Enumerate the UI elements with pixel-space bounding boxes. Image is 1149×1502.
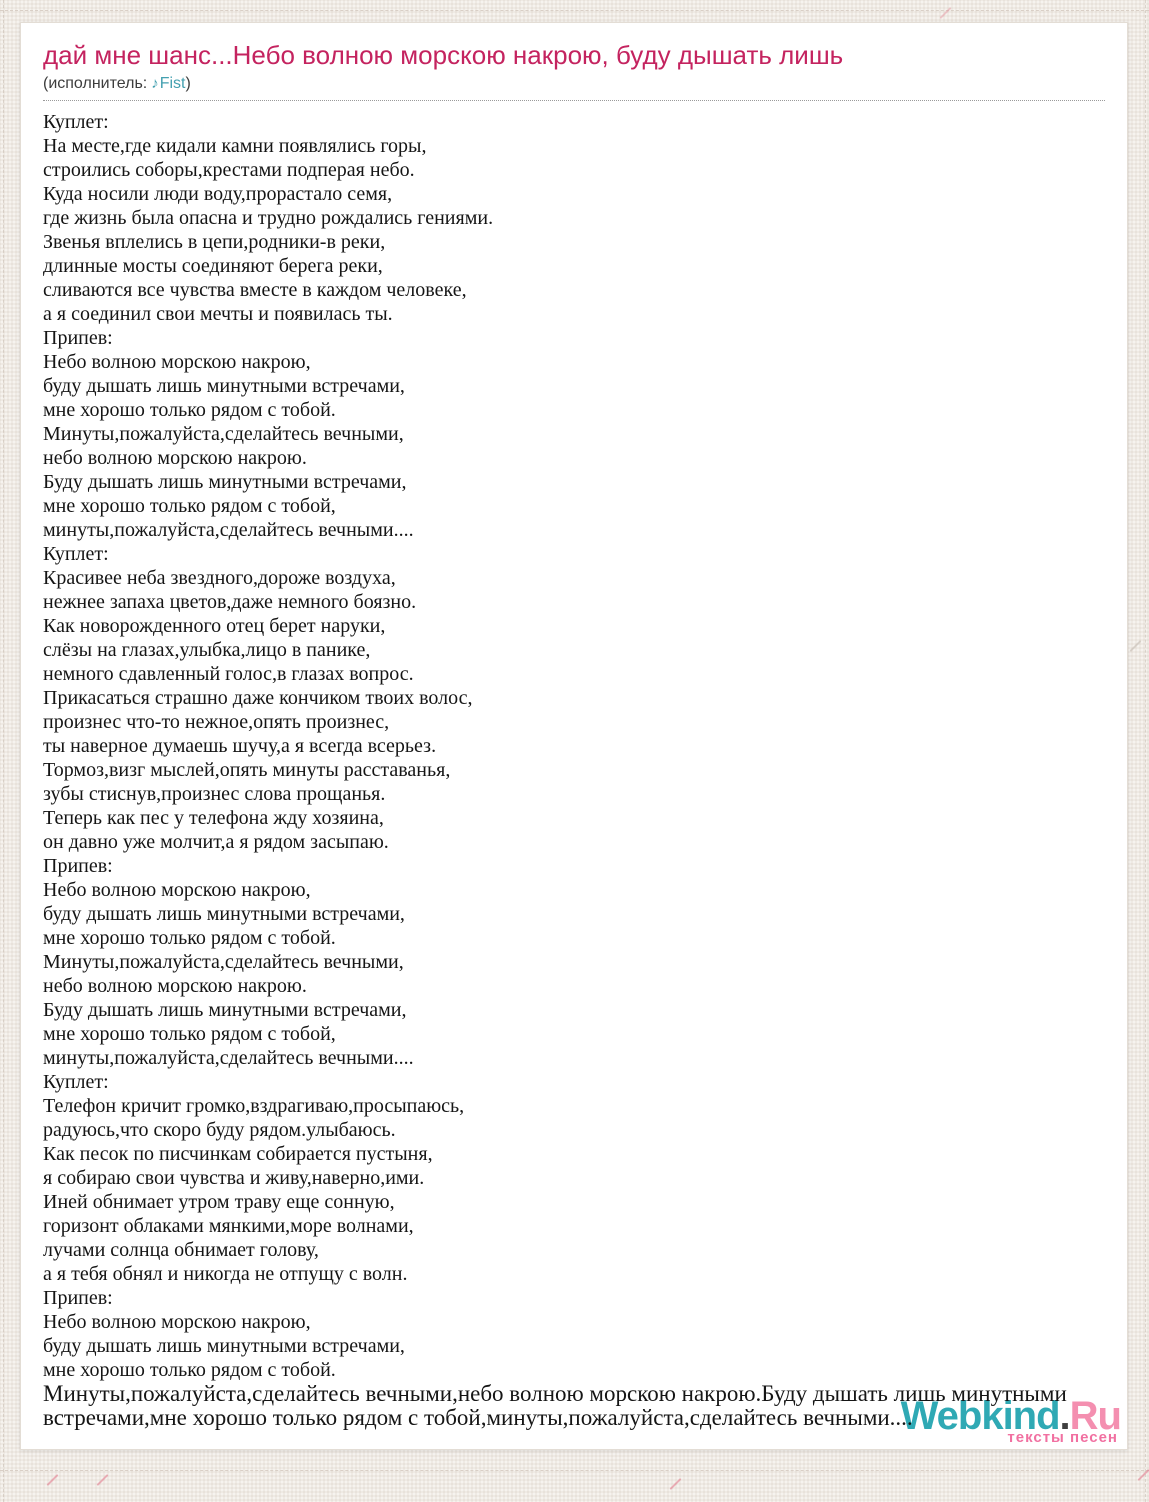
lyric-line: Припев: xyxy=(43,855,113,877)
lyric-line: Куплет: xyxy=(43,1071,109,1093)
lyric-line: Минуты,пожалуйста,сделайтесь вечными, xyxy=(43,951,404,973)
lyric-line: Куда носили люди воду,прорастало семя, xyxy=(43,183,393,205)
lyric-line: слёзы на глазах,улыбка,лицо в панике, xyxy=(43,639,371,661)
lyric-line: Минуты,пожалуйста,сделайтесь вечными,небо волною морскою накрою.Буду дышать лишь минутными xyxy=(43,1382,1067,1406)
lyric-line: зубы стиснув,произнес слова прощанья. xyxy=(43,783,386,805)
stitch-edge-right xyxy=(1145,0,1146,1502)
header-divider xyxy=(43,100,1105,101)
music-note-icon: ♪ xyxy=(151,75,159,92)
lyric-line: Небо волною морскою накрою, xyxy=(43,1311,311,1333)
lyric-line: минуты,пожалуйста,сделайтесь вечными.... xyxy=(43,519,414,541)
lyric-line: небо волною морскою накрою. xyxy=(43,447,307,469)
lyric-line: Небо волною морскою накрою, xyxy=(43,351,311,373)
lyric-line: минуты,пожалуйста,сделайтесь вечными.... xyxy=(43,1047,414,1069)
lyric-line: буду дышать лишь минутными встречами, xyxy=(43,375,405,397)
lyric-line: а я соединил свои мечты и появилась ты. xyxy=(43,303,393,325)
artist-link[interactable] xyxy=(147,75,185,92)
lyric-line: Буду дышать лишь минутными встречами, xyxy=(43,999,407,1021)
artist-name: Fist xyxy=(159,75,186,92)
lyric-line: буду дышать лишь минутными встречами, xyxy=(43,1335,405,1357)
lyric-line: Тормоз,визг мыслей,опять минуты расставанья, xyxy=(43,759,451,781)
lyric-line: Звенья вплелись в цепи,родники-в реки, xyxy=(43,231,386,253)
lyric-line: На месте,где кидали камни появлялись горы, xyxy=(43,135,427,157)
lyric-line: произнес что-то нежное,опять произнес, xyxy=(43,711,390,733)
lyric-line: Красивее неба звездного,дороже воздуха, xyxy=(43,567,396,589)
logo-text-main: Webkind xyxy=(900,1394,1060,1438)
lyric-line: длинные мосты соединяют берега реки, xyxy=(43,255,383,277)
artist-label: (исполнитель: xyxy=(43,75,148,92)
lyric-line: нежнее запаха цветов,даже немного боязно. xyxy=(43,591,417,613)
logo-text-dot: . xyxy=(1059,1394,1070,1438)
lyric-line: мне хорошо только рядом с тобой, xyxy=(43,495,336,517)
seam-line-bottom xyxy=(0,1470,1149,1471)
texture-mark xyxy=(939,7,951,19)
artist-close-paren: ) xyxy=(185,75,191,92)
texture-mark xyxy=(1129,640,1141,652)
logo-text-suffix: Ru xyxy=(1069,1394,1121,1438)
lyric-line: Как новорожденного отец берет наруки, xyxy=(43,615,386,637)
content-card xyxy=(20,22,1128,1450)
lyrics-main xyxy=(43,110,1105,1382)
artist-line xyxy=(43,74,1105,94)
lyric-line: мне хорошо только рядом с тобой. xyxy=(43,1359,336,1381)
lyric-line: Телефон кричит громко,вздрагиваю,просыпаюсь, xyxy=(43,1095,465,1117)
lyric-line: Прикасаться страшно даже кончиком твоих волос, xyxy=(43,687,473,709)
lyric-line: где жизнь была опасна и трудно рождались гениями. xyxy=(43,207,494,229)
lyric-line: горизонт облаками мянкими,море волнами, xyxy=(43,1215,414,1237)
lyric-line: немного сдавленный голос,в глазах вопрос. xyxy=(43,663,414,685)
lyric-line: Буду дышать лишь минутными встречами, xyxy=(43,471,407,493)
lyrics-outro xyxy=(43,1382,1105,1430)
lyric-line: мне хорошо только рядом с тобой, xyxy=(43,1023,336,1045)
lyric-line: он давно уже молчит,а я рядом засыпаю. xyxy=(43,831,389,853)
texture-mark xyxy=(46,1474,58,1486)
logo-tagline: тексты песен xyxy=(1007,1429,1118,1446)
lyric-line: а я тебя обнял и никогда не отпущу с волн. xyxy=(43,1263,408,1285)
page-title: дай мне шанс...Небо волною морскою накрою, буду дышать лишь xyxy=(43,40,844,70)
texture-mark xyxy=(96,1474,108,1486)
lyric-line: радуюсь,что скоро буду рядом.улыбаюсь. xyxy=(43,1119,396,1141)
lyrics-block xyxy=(43,110,1105,1430)
lyric-line: Иней обнимает утром траву еще сонную, xyxy=(43,1191,395,1213)
lyric-line: мне хорошо только рядом с тобой. xyxy=(43,399,336,421)
lyric-line: лучами солнца обнимает голову, xyxy=(43,1239,319,1261)
lyric-line: Теперь как пес у телефона жду хозяина, xyxy=(43,807,384,829)
lyric-line: Небо волною морскою накрою, xyxy=(43,879,311,901)
texture-mark xyxy=(669,1478,681,1490)
lyric-line: Припев: xyxy=(43,1287,113,1309)
lyric-line: ты наверное думаешь шучу,а я всегда всерьез. xyxy=(43,735,437,757)
lyric-line: я собираю свои чувства и живу,наверно,ими. xyxy=(43,1167,425,1189)
lyric-line: Куплет: xyxy=(43,543,109,565)
seam-line-top xyxy=(0,10,1149,11)
lyric-line: Минуты,пожалуйста,сделайтесь вечными, xyxy=(43,423,404,445)
lyric-line: небо волною морскою накрою. xyxy=(43,975,307,997)
lyric-line: строились соборы,крестами подперая небо. xyxy=(43,159,415,181)
stitch-edge-left xyxy=(3,0,4,1502)
lyric-line: Как песок по писчинкам собирается пустыня, xyxy=(43,1143,433,1165)
lyric-line: встречами,мне хорошо только рядом с тобой,минуты,пожалуйста,сделайтесь вечными.... xyxy=(43,1406,913,1430)
lyric-line: мне хорошо только рядом с тобой. xyxy=(43,927,336,949)
lyric-line: буду дышать лишь минутными встречами, xyxy=(43,903,405,925)
lyric-line: сливаются все чувства вместе в каждом человеке, xyxy=(43,279,467,301)
lyric-line: Припев: xyxy=(43,327,113,349)
lyric-line: Куплет: xyxy=(43,111,109,133)
